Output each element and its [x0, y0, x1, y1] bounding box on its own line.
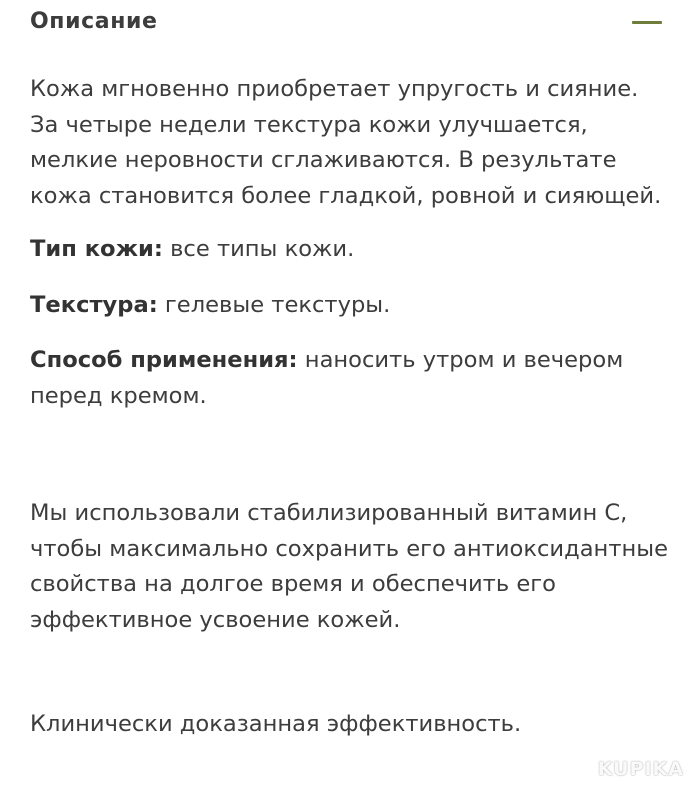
property-label: Тип кожи:: [30, 236, 163, 262]
clinical-paragraph: Клинически доказанная эффективность.: [30, 711, 522, 737]
property-value: все типы кожи.: [162, 236, 355, 262]
property-texture: [30, 288, 670, 324]
property-value: наносить утром и вечером перед кремом.: [30, 347, 624, 409]
property-label: Текстура:: [30, 291, 158, 318]
property-skin-type: [30, 232, 670, 268]
description-content: [30, 72, 670, 743]
property-application: [30, 343, 670, 414]
watermark: [572, 758, 684, 780]
property-label: Способ применения:: [30, 347, 298, 373]
description-paragraph: Кожа мгновенно приобретает упругость и сияние. За четыре недели текстура кожи улучшается, мелкие неровности сглаживаются. В результате кожа становится более гладкой, ровной и сияющей.: [30, 76, 662, 209]
property-value: гелевые текстуры.: [157, 291, 391, 318]
section-title: Описание: [30, 8, 158, 34]
vitamin-c-paragraph: Мы использовали стабилизированный витамин С, чтобы максимально сохранить его антиоксидантные свойства на долгое время и обеспечить его эффективное усвоение кожей.: [30, 500, 668, 633]
kupika-logo-icon: [572, 758, 594, 780]
minus-collapse-icon[interactable]: [632, 21, 662, 24]
watermark-text: KUPIKA: [597, 758, 684, 780]
description-accordion-header[interactable]: [30, 6, 662, 36]
